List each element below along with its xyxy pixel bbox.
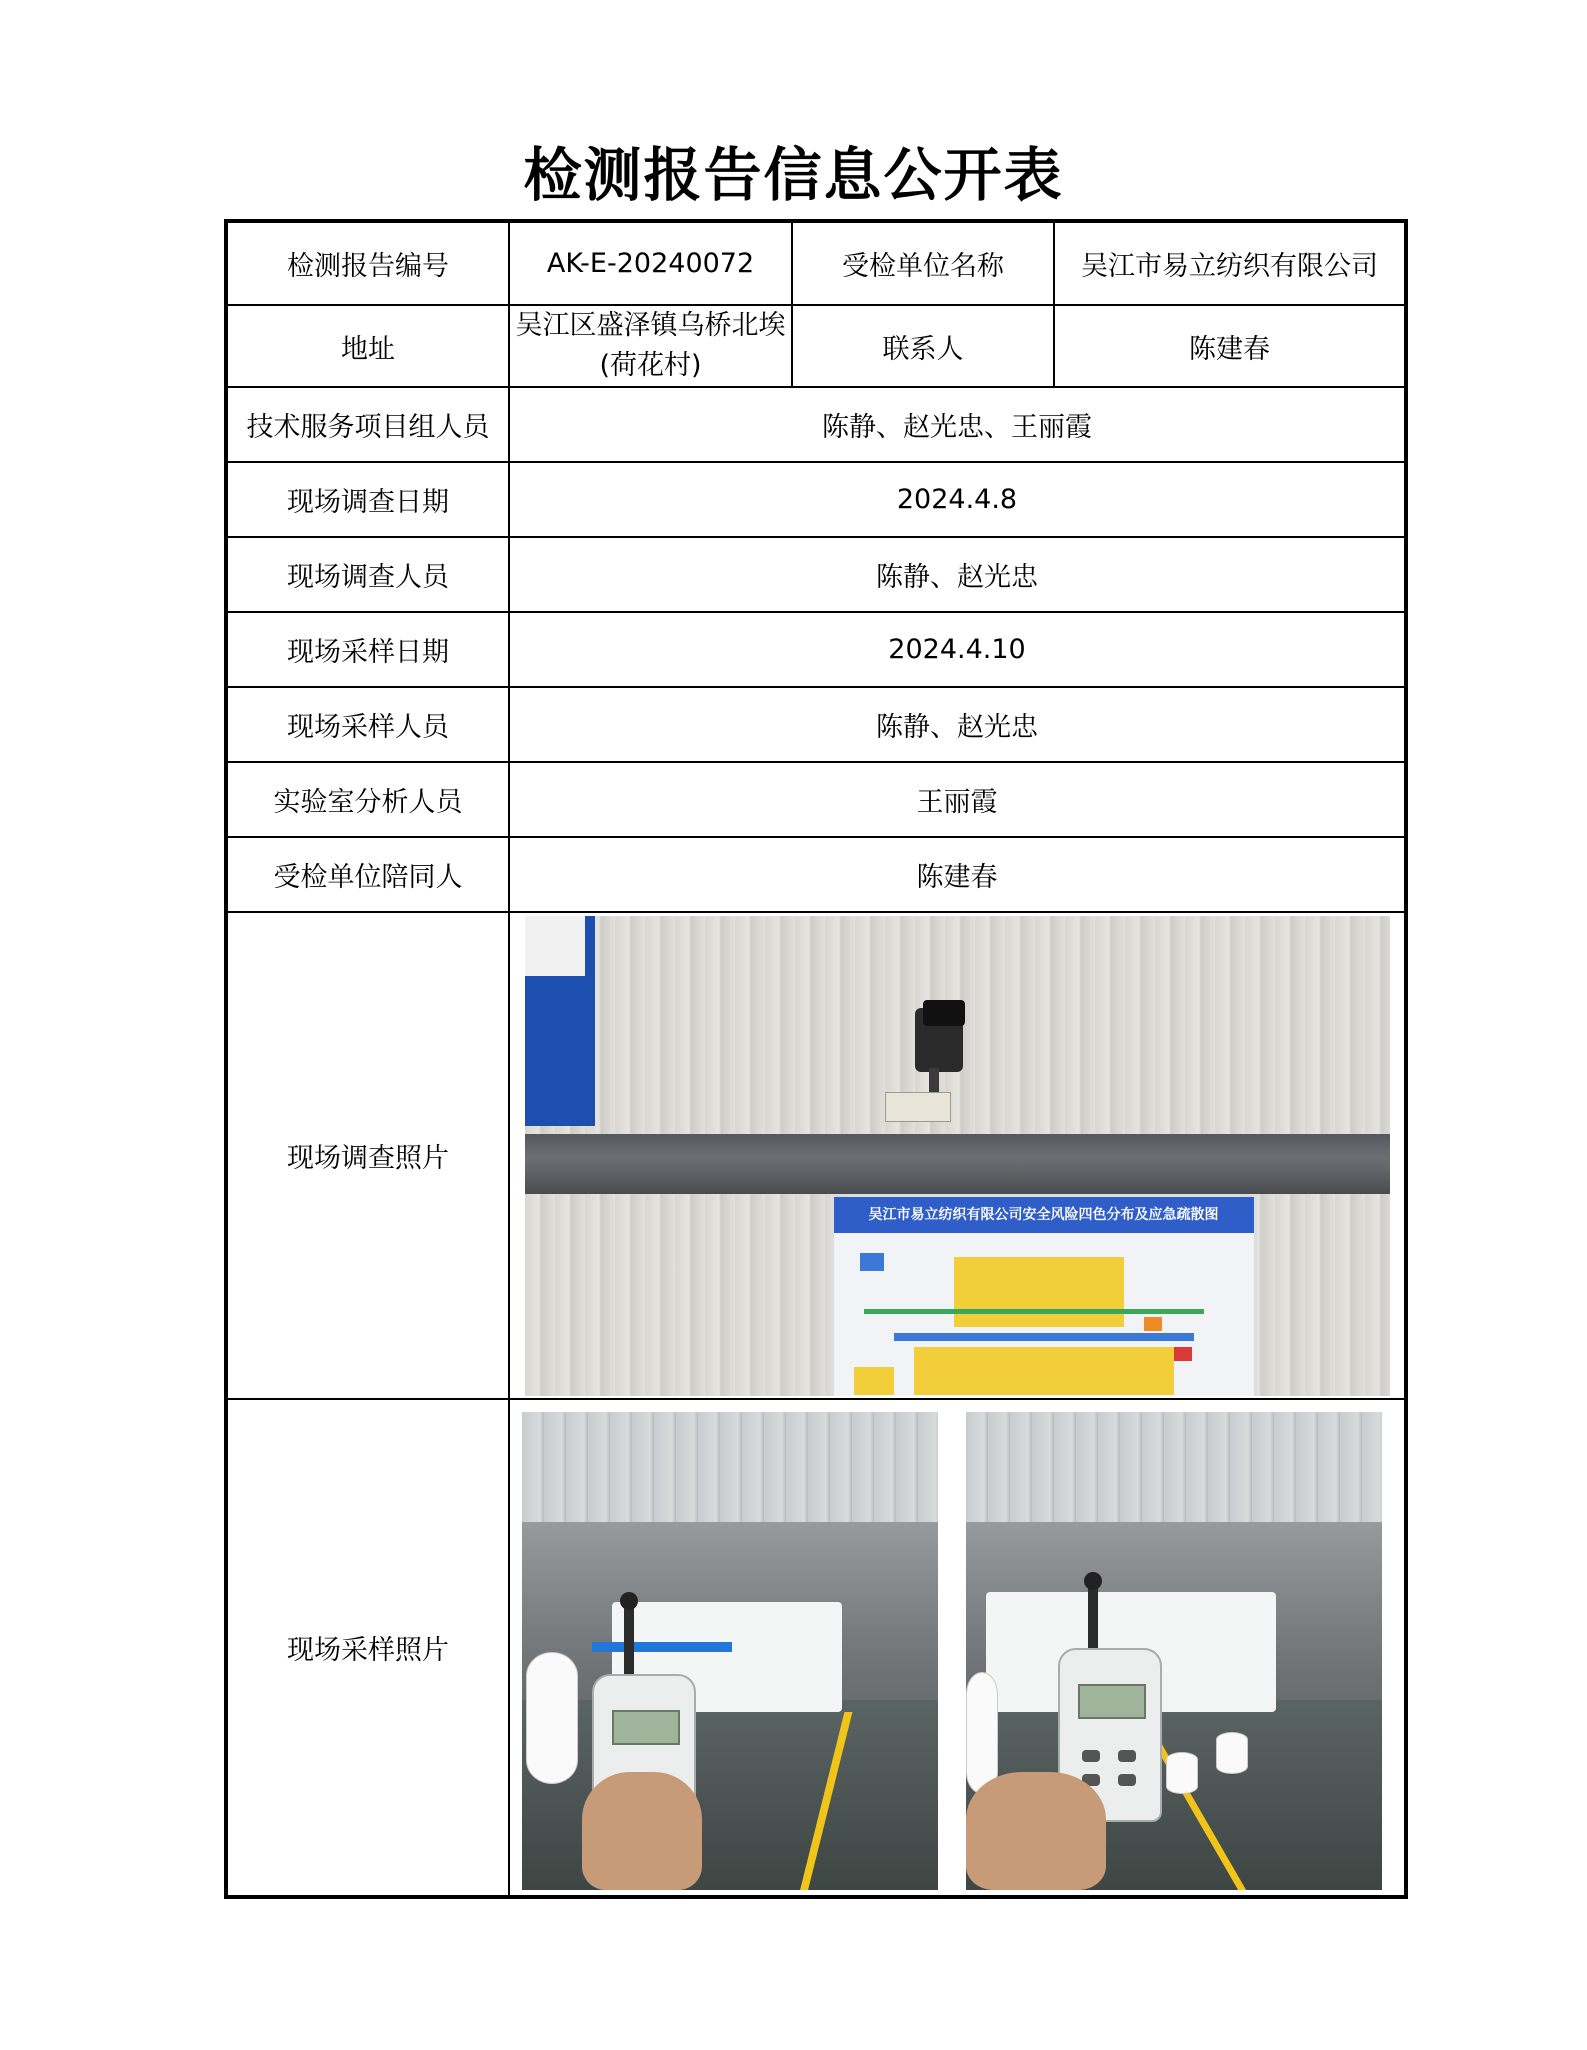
map-zone-blue [860,1253,884,1271]
sampling-staff-value: 陈静、赵光忠 [509,687,1406,762]
meter-button [1118,1750,1136,1762]
team-value: 陈静、赵光忠、王丽霞 [509,387,1406,462]
escort-value: 陈建春 [509,837,1406,912]
row-survey-staff [226,537,1406,612]
yarn-bobbin [966,1672,998,1794]
sampling-photo-1 [522,1412,938,1890]
evacuation-map-title: 吴江市易立纺织有限公司安全风险四色分布及应急疏散图 [834,1197,1254,1233]
meter-button [1118,1774,1136,1786]
survey-date-value: 2024.4.8 [509,462,1406,537]
wall-beam [525,1134,1390,1194]
row-address [226,305,1406,387]
survey-staff-value: 陈静、赵光忠 [509,537,1406,612]
sampling-photo-label: 现场采样照片 [226,1399,509,1897]
map-zone-blue [894,1333,1194,1341]
factory-ceiling [966,1412,1382,1522]
sampling-photo-2 [966,1412,1382,1890]
factory-ceiling [522,1412,938,1522]
hand [582,1772,702,1890]
address-value: 吴江区盛泽镇乌桥北埃(荷花村) [509,305,792,387]
report-number-label: 检测报告编号 [226,221,509,305]
survey-photo-label: 现场调查照片 [226,912,509,1399]
row-lab-staff [226,762,1406,837]
meter-screen [612,1710,680,1745]
row-escort [226,837,1406,912]
hand [966,1772,1106,1890]
sampling-photo-cell [509,1399,1406,1897]
survey-photo [525,916,1390,1396]
survey-date-label: 现场调查日期 [226,462,509,537]
map-zone-red [1174,1347,1192,1361]
camera-junction-box [885,1092,951,1122]
sampling-date-label: 现场采样日期 [226,612,509,687]
sampling-date-value: 2024.4.10 [509,612,1406,687]
wall-sign-white [525,916,585,976]
report-table [224,219,1408,1899]
row-team [226,387,1406,462]
evacuation-map-board [831,1194,1257,1396]
map-route-green [864,1309,1204,1314]
meter-mic-icon [620,1592,638,1610]
survey-staff-label: 现场调查人员 [226,537,509,612]
map-zone-yellow [854,1367,894,1395]
meter-mic-icon [1084,1572,1102,1590]
yarn-bobbin [1216,1732,1248,1774]
contact-value: 陈建春 [1054,305,1406,387]
map-zone-yellow [954,1257,1124,1327]
address-label: 地址 [226,305,509,387]
team-label: 技术服务项目组人员 [226,387,509,462]
yarn-bobbin [1166,1752,1198,1794]
yarn-bobbin [526,1652,578,1784]
meter-mic-stem [624,1602,634,1682]
row-report-number [226,221,1406,305]
meter-screen [1078,1684,1146,1719]
loom-blue-strip [592,1642,732,1652]
row-sampling-staff [226,687,1406,762]
sampling-staff-label: 现场采样人员 [226,687,509,762]
report-number-value: AK-E-20240072 [509,221,792,305]
page-title: 检测报告信息公开表 [523,141,1064,209]
contact-label: 联系人 [792,305,1054,387]
map-zone-yellow [914,1347,1174,1395]
sampling-photos [510,1400,1404,1895]
lab-staff-value: 王丽霞 [509,762,1406,837]
row-sampling-date [226,612,1406,687]
escort-label: 受检单位陪同人 [226,837,509,912]
row-survey-date [226,462,1406,537]
row-survey-photo [226,912,1406,1399]
survey-photo-cell [509,912,1406,1399]
lab-staff-label: 实验室分析人员 [226,762,509,837]
camera-lens-icon [923,1000,965,1026]
row-sampling-photo [226,1399,1406,1897]
map-zone-orange [1144,1317,1162,1331]
meter-button [1082,1750,1100,1762]
unit-name-value: 吴江市易立纺织有限公司 [1054,221,1406,305]
unit-name-label: 受检单位名称 [792,221,1054,305]
